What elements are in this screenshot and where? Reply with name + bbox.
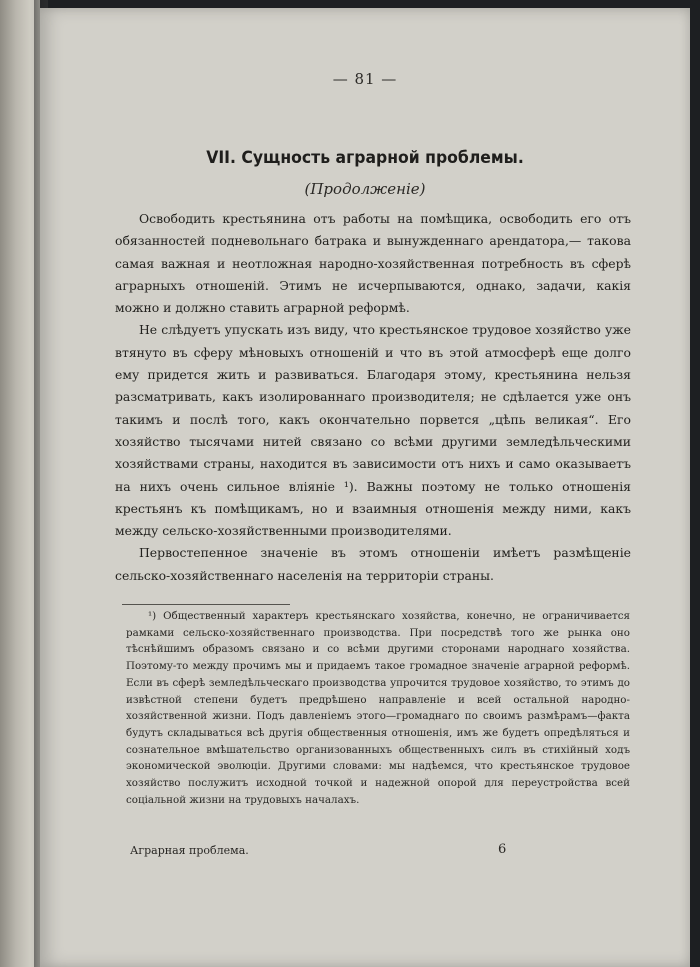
chapter-subtitle: (Продолженіе) — [304, 180, 426, 198]
footer-book-title: Аграрная проблема. — [130, 844, 249, 857]
paragraph: Освободить крестьянина отъ работы на помѣщика, освободить его отъ обязанностей подневольнаго батрака и вынужденнаго арендатора,— такова самая важная и неотложная народно-хозяйственная потребность въ сферѣ аграрныхъ отношеній. Этимъ не исчерпываются, однако, задачи, какія можно и должно ставить аграрной реформѣ. — [115, 211, 631, 316]
paragraph: Первостепенное значеніе въ этомъ отношеніи имѣетъ размѣщеніе сельско-хозяйственнаго населенія на территоріи страны. — [115, 545, 631, 583]
signature-mark: 6 — [498, 842, 507, 857]
footnotes — [126, 608, 630, 808]
footnote-divider — [122, 604, 290, 605]
body-text — [115, 208, 631, 587]
chapter-title: VII. Сущность аграрной проблемы. — [206, 148, 524, 168]
footnote: ¹) Общественный характеръ крестьянскаго хозяйства, конечно, не ограничивается рамками сельско-хозяйственнаго производства. При посредствѣ того же рынка оно тѣснѣйшимъ образомъ связано и со всѣми другими сторонами народнаго хозяйства. Поэтому-то между прочимъ мы и придаемъ такое громадное значеніе аграрной реформѣ. Если въ сферѣ земледѣльческаго производства упрочится трудовое хозяйство, то этимъ до извѣстной степени будетъ предрѣшено направленіе и всей остальной народно-хозяйственной жизни. Подъ давленіемъ этого—громаднаго по своимъ размѣрамъ—факта будутъ складываться всѣ другія общественныя отношенія, имъ же будетъ опредѣляться и сознательное вмѣшательство организованныхъ общественныхъ силъ въ стихійный ходъ экономической эволюціи. Другими словами: мы надѣемся, что крестьянское трудовое хозяйство послужитъ исходной точкой и надежной опорой для переустройства всей соціальной жизни на трудовыхъ началахъ. — [126, 610, 630, 806]
paragraph: Не слѣдуетъ упускать изъ виду, что крестьянское трудовое хозяйство уже втянуто въ сферу мѣновыхъ отношеній и что въ этой атмосферѣ еще долго ему придется жить и развиваться. Благодаря этому, крестьянина нельзя разсматривать, какъ изолированнаго производителя; не сдѣлается уже онъ такимъ и послѣ того, какъ окончательно порвется „цѣпь великая“. Его хозяйство тысячами нитей связано со всѣми другими земледѣльческими хозяйствами страны, находится въ зависимости отъ нихъ и само оказываетъ на нихъ очень сильное вліяніе ¹). Важны поэтому не только отношенія крестьянъ къ помѣщикамъ, но и взаимныя отношенія между ними, какъ между сельско-хозяйственными производителями. — [115, 322, 631, 539]
book-page — [40, 8, 690, 967]
page-number: — 81 — — [332, 70, 398, 88]
